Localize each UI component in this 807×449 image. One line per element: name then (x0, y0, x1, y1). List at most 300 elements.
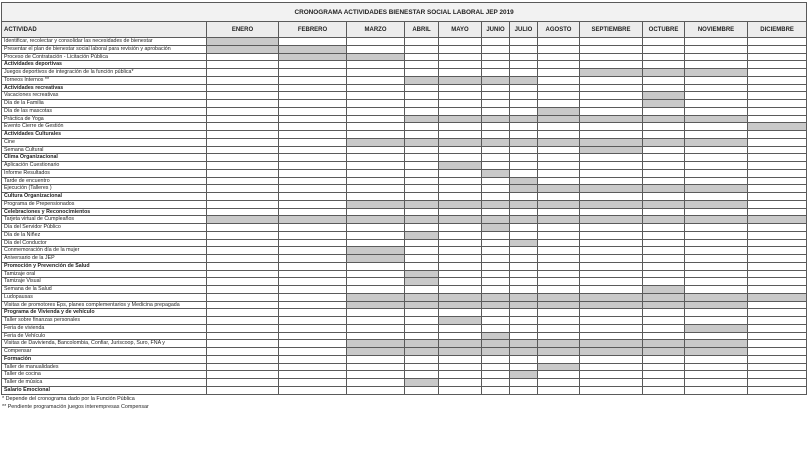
month-cell (439, 255, 482, 263)
month-cell (439, 371, 482, 379)
month-cell (510, 371, 538, 379)
month-cell (685, 371, 748, 379)
month-cell (685, 45, 748, 53)
month-cell (405, 332, 439, 340)
month-cell (643, 286, 685, 294)
month-cell (685, 92, 748, 100)
activity-label: Día de la Niñez (2, 231, 207, 239)
month-cell (405, 317, 439, 325)
month-cell (538, 371, 580, 379)
month-cell (279, 255, 347, 263)
month-cell (207, 107, 279, 115)
month-cell (643, 69, 685, 77)
month-cell (685, 270, 748, 278)
month-cell (510, 185, 538, 193)
month-cell (482, 332, 510, 340)
month-cell (538, 76, 580, 84)
month-cell (405, 270, 439, 278)
month-cell (580, 247, 643, 255)
month-cell (580, 69, 643, 77)
month-cell (439, 317, 482, 325)
activity-row (2, 239, 807, 247)
month-cell (643, 185, 685, 193)
month-cell (510, 278, 538, 286)
month-cell (748, 332, 807, 340)
month-cell (538, 169, 580, 177)
month-cell (538, 38, 580, 46)
month-cell (279, 324, 347, 332)
month-cell (510, 115, 538, 123)
month-cell (538, 92, 580, 100)
month-cell (439, 355, 482, 363)
month-cell (279, 231, 347, 239)
month-cell (643, 115, 685, 123)
month-cell (580, 146, 643, 154)
activity-label: Tamizaje oral (2, 270, 207, 278)
month-cell (685, 200, 748, 208)
activity-label: Semana Cultural (2, 146, 207, 154)
month-cell (748, 224, 807, 232)
month-cell (643, 317, 685, 325)
month-cell (685, 239, 748, 247)
month-cell (207, 309, 279, 317)
month-header: AGOSTO (538, 22, 580, 38)
month-cell (748, 53, 807, 61)
activity-label: Feria de Vehículo (2, 332, 207, 340)
month-cell (405, 247, 439, 255)
month-cell (748, 185, 807, 193)
month-cell (482, 185, 510, 193)
month-cell (748, 69, 807, 77)
month-cell (510, 200, 538, 208)
month-cell (748, 317, 807, 325)
month-cell (685, 363, 748, 371)
month-cell (439, 293, 482, 301)
month-cell (482, 317, 510, 325)
month-cell (405, 38, 439, 46)
month-cell (643, 270, 685, 278)
month-cell (510, 76, 538, 84)
month-cell (643, 239, 685, 247)
month-cell (279, 169, 347, 177)
month-cell (685, 193, 748, 201)
month-cell (643, 84, 685, 92)
month-cell (748, 340, 807, 348)
month-cell (347, 309, 405, 317)
activity-label: Día del Conductor (2, 239, 207, 247)
month-cell (279, 76, 347, 84)
month-cell (482, 115, 510, 123)
month-cell (347, 278, 405, 286)
activity-row (2, 169, 807, 177)
month-cell (279, 379, 347, 387)
month-cell (685, 84, 748, 92)
month-cell (405, 301, 439, 309)
month-cell (207, 363, 279, 371)
month-cell (748, 386, 807, 394)
month-cell (685, 61, 748, 69)
month-cell (405, 100, 439, 108)
month-cell (538, 386, 580, 394)
activity-label: Juegos deportivos de integración de la función pública* (2, 69, 207, 77)
month-cell (482, 239, 510, 247)
month-cell (643, 162, 685, 170)
month-cell (439, 100, 482, 108)
month-cell (439, 379, 482, 387)
month-cell (685, 278, 748, 286)
activity-label: Vacaciones recreativas (2, 92, 207, 100)
month-cell (439, 169, 482, 177)
month-cell (405, 76, 439, 84)
month-cell (347, 255, 405, 263)
month-cell (510, 309, 538, 317)
activity-row (2, 76, 807, 84)
activity-row (2, 92, 807, 100)
month-cell (510, 270, 538, 278)
month-cell (580, 193, 643, 201)
month-cell (643, 262, 685, 270)
footnote: ** Pendiente programación juegos interempresas Compensar (2, 403, 149, 410)
month-cell (347, 379, 405, 387)
month-header: NOVIEMBRE (685, 22, 748, 38)
month-cell (538, 193, 580, 201)
month-cell (405, 293, 439, 301)
month-cell (482, 363, 510, 371)
month-cell (580, 255, 643, 263)
month-cell (643, 169, 685, 177)
month-cell (347, 208, 405, 216)
month-cell (538, 131, 580, 139)
month-cell (207, 224, 279, 232)
month-cell (482, 154, 510, 162)
month-cell (439, 262, 482, 270)
month-cell (405, 348, 439, 356)
month-cell (748, 324, 807, 332)
month-cell (685, 293, 748, 301)
month-cell (538, 53, 580, 61)
month-cell (279, 123, 347, 131)
month-cell (685, 247, 748, 255)
month-cell (580, 138, 643, 146)
month-cell (439, 107, 482, 115)
month-cell (482, 278, 510, 286)
month-cell (685, 208, 748, 216)
month-cell (439, 76, 482, 84)
month-cell (207, 208, 279, 216)
month-cell (643, 348, 685, 356)
month-cell (580, 76, 643, 84)
month-cell (439, 69, 482, 77)
month-cell (685, 309, 748, 317)
month-cell (538, 239, 580, 247)
month-cell (279, 247, 347, 255)
month-cell (580, 169, 643, 177)
month-cell (405, 379, 439, 387)
month-cell (482, 286, 510, 294)
month-cell (580, 177, 643, 185)
month-cell (439, 38, 482, 46)
month-cell (643, 76, 685, 84)
month-cell (347, 154, 405, 162)
month-cell (405, 363, 439, 371)
month-cell (580, 115, 643, 123)
month-cell (538, 154, 580, 162)
month-cell (643, 309, 685, 317)
activity-row (2, 278, 807, 286)
month-cell (538, 324, 580, 332)
month-cell (510, 262, 538, 270)
month-cell (405, 371, 439, 379)
section-row (2, 262, 807, 270)
month-cell (538, 45, 580, 53)
header-row (2, 22, 807, 38)
month-cell (580, 262, 643, 270)
month-cell (482, 53, 510, 61)
activity-row (2, 332, 807, 340)
month-cell (643, 355, 685, 363)
month-cell (748, 293, 807, 301)
section-label: Clima Organizacional (2, 154, 207, 162)
month-cell (643, 92, 685, 100)
month-cell (685, 69, 748, 77)
month-cell (510, 255, 538, 263)
month-cell (439, 146, 482, 154)
activity-label: Taller de cocina (2, 371, 207, 379)
month-cell (207, 278, 279, 286)
activity-label: Feria de vivienda (2, 324, 207, 332)
month-cell (748, 162, 807, 170)
month-cell (580, 61, 643, 69)
month-cell (538, 177, 580, 185)
month-cell (347, 348, 405, 356)
month-cell (748, 61, 807, 69)
month-cell (510, 224, 538, 232)
month-cell (279, 301, 347, 309)
month-cell (347, 270, 405, 278)
section-label: Celebraciones y Reconocimientos (2, 208, 207, 216)
month-cell (405, 224, 439, 232)
month-cell (685, 324, 748, 332)
month-cell (748, 154, 807, 162)
schedule-body (2, 38, 807, 395)
month-cell (439, 138, 482, 146)
month-cell (279, 363, 347, 371)
month-cell (538, 293, 580, 301)
month-cell (347, 224, 405, 232)
month-cell (207, 371, 279, 379)
month-cell (207, 332, 279, 340)
section-label: Actividades deportivas (2, 61, 207, 69)
month-cell (439, 92, 482, 100)
month-cell (405, 115, 439, 123)
month-cell (439, 247, 482, 255)
activity-row (2, 69, 807, 77)
month-cell (405, 208, 439, 216)
month-cell (347, 247, 405, 255)
month-cell (279, 100, 347, 108)
month-cell (580, 200, 643, 208)
month-cell (748, 262, 807, 270)
month-cell (510, 317, 538, 325)
month-cell (439, 185, 482, 193)
month-cell (279, 340, 347, 348)
month-cell (643, 146, 685, 154)
month-cell (685, 255, 748, 263)
month-cell (510, 239, 538, 247)
activity-label: Visitas de promotores Eps, planes complementarios y Medicina prepagada (2, 301, 207, 309)
month-cell (510, 348, 538, 356)
month-cell (748, 76, 807, 84)
month-cell (510, 61, 538, 69)
month-cell (685, 348, 748, 356)
month-cell (405, 355, 439, 363)
month-cell (643, 293, 685, 301)
month-cell (643, 200, 685, 208)
month-cell (580, 278, 643, 286)
month-cell (207, 154, 279, 162)
month-cell (207, 262, 279, 270)
month-cell (643, 131, 685, 139)
month-cell (439, 45, 482, 53)
month-cell (685, 100, 748, 108)
month-cell (685, 138, 748, 146)
month-cell (439, 200, 482, 208)
month-cell (482, 324, 510, 332)
month-cell (347, 386, 405, 394)
month-cell (510, 208, 538, 216)
month-cell (748, 200, 807, 208)
month-cell (347, 286, 405, 294)
month-cell (279, 216, 347, 224)
month-cell (405, 386, 439, 394)
month-cell (439, 53, 482, 61)
month-cell (510, 169, 538, 177)
month-cell (405, 162, 439, 170)
section-label: Salario Emocional (2, 386, 207, 394)
month-cell (279, 208, 347, 216)
month-cell (643, 386, 685, 394)
section-label: Programa de Vivienda y de vehículo (2, 309, 207, 317)
month-cell (510, 69, 538, 77)
month-cell (580, 286, 643, 294)
month-cell (538, 115, 580, 123)
month-cell (538, 100, 580, 108)
month-header: JULIO (510, 22, 538, 38)
month-cell (748, 138, 807, 146)
month-cell (405, 123, 439, 131)
month-cell (538, 247, 580, 255)
section-row (2, 84, 807, 92)
month-cell (643, 231, 685, 239)
month-cell (207, 123, 279, 131)
activity-label: Visitas de Davivienda, Bancolombia, Confiar, Juriscoop, Suro, FNA y (2, 340, 207, 348)
activity-label: Aniversario de la JEP (2, 255, 207, 263)
month-cell (643, 53, 685, 61)
month-cell (347, 355, 405, 363)
month-cell (510, 332, 538, 340)
month-cell (643, 61, 685, 69)
month-cell (405, 45, 439, 53)
month-cell (347, 177, 405, 185)
month-cell (643, 177, 685, 185)
activity-label: Cine (2, 138, 207, 146)
month-cell (748, 146, 807, 154)
month-cell (279, 200, 347, 208)
month-cell (347, 53, 405, 61)
activity-row (2, 38, 807, 46)
activity-row (2, 371, 807, 379)
month-cell (207, 216, 279, 224)
month-cell (510, 162, 538, 170)
month-cell (482, 92, 510, 100)
month-cell (510, 386, 538, 394)
month-cell (347, 301, 405, 309)
month-cell (538, 61, 580, 69)
month-cell (685, 332, 748, 340)
section-row (2, 154, 807, 162)
month-cell (347, 185, 405, 193)
month-cell (538, 379, 580, 387)
month-cell (538, 84, 580, 92)
month-cell (279, 270, 347, 278)
month-cell (207, 270, 279, 278)
month-cell (482, 162, 510, 170)
month-cell (207, 84, 279, 92)
month-cell (580, 317, 643, 325)
activity-row (2, 224, 807, 232)
month-cell (580, 270, 643, 278)
month-cell (510, 84, 538, 92)
month-cell (538, 208, 580, 216)
month-cell (279, 286, 347, 294)
month-cell (685, 169, 748, 177)
month-cell (405, 53, 439, 61)
month-cell (538, 286, 580, 294)
activity-row (2, 379, 807, 387)
month-cell (207, 286, 279, 294)
month-cell (748, 255, 807, 263)
month-cell (279, 38, 347, 46)
month-cell (510, 146, 538, 154)
month-cell (347, 162, 405, 170)
activity-row (2, 100, 807, 108)
activity-label: Presentar el plan de bienestar social laboral para revisión y aprobación (2, 45, 207, 53)
month-cell (347, 340, 405, 348)
month-cell (279, 185, 347, 193)
activity-row (2, 123, 807, 131)
month-cell (207, 231, 279, 239)
month-cell (405, 84, 439, 92)
month-cell (482, 255, 510, 263)
month-cell (510, 193, 538, 201)
month-cell (510, 355, 538, 363)
month-cell (347, 332, 405, 340)
month-cell (643, 301, 685, 309)
month-cell (510, 379, 538, 387)
activity-label: Ludopausas (2, 293, 207, 301)
month-header: FEBRERO (279, 22, 347, 38)
month-cell (207, 355, 279, 363)
activity-row (2, 177, 807, 185)
activity-row (2, 216, 807, 224)
month-cell (279, 154, 347, 162)
month-cell (510, 301, 538, 309)
activity-label: Proceso de Contratación - Licitación Pública (2, 53, 207, 61)
month-header: DICIEMBRE (748, 22, 807, 38)
month-cell (580, 340, 643, 348)
month-cell (580, 379, 643, 387)
activity-label: Día de las mascotas (2, 107, 207, 115)
